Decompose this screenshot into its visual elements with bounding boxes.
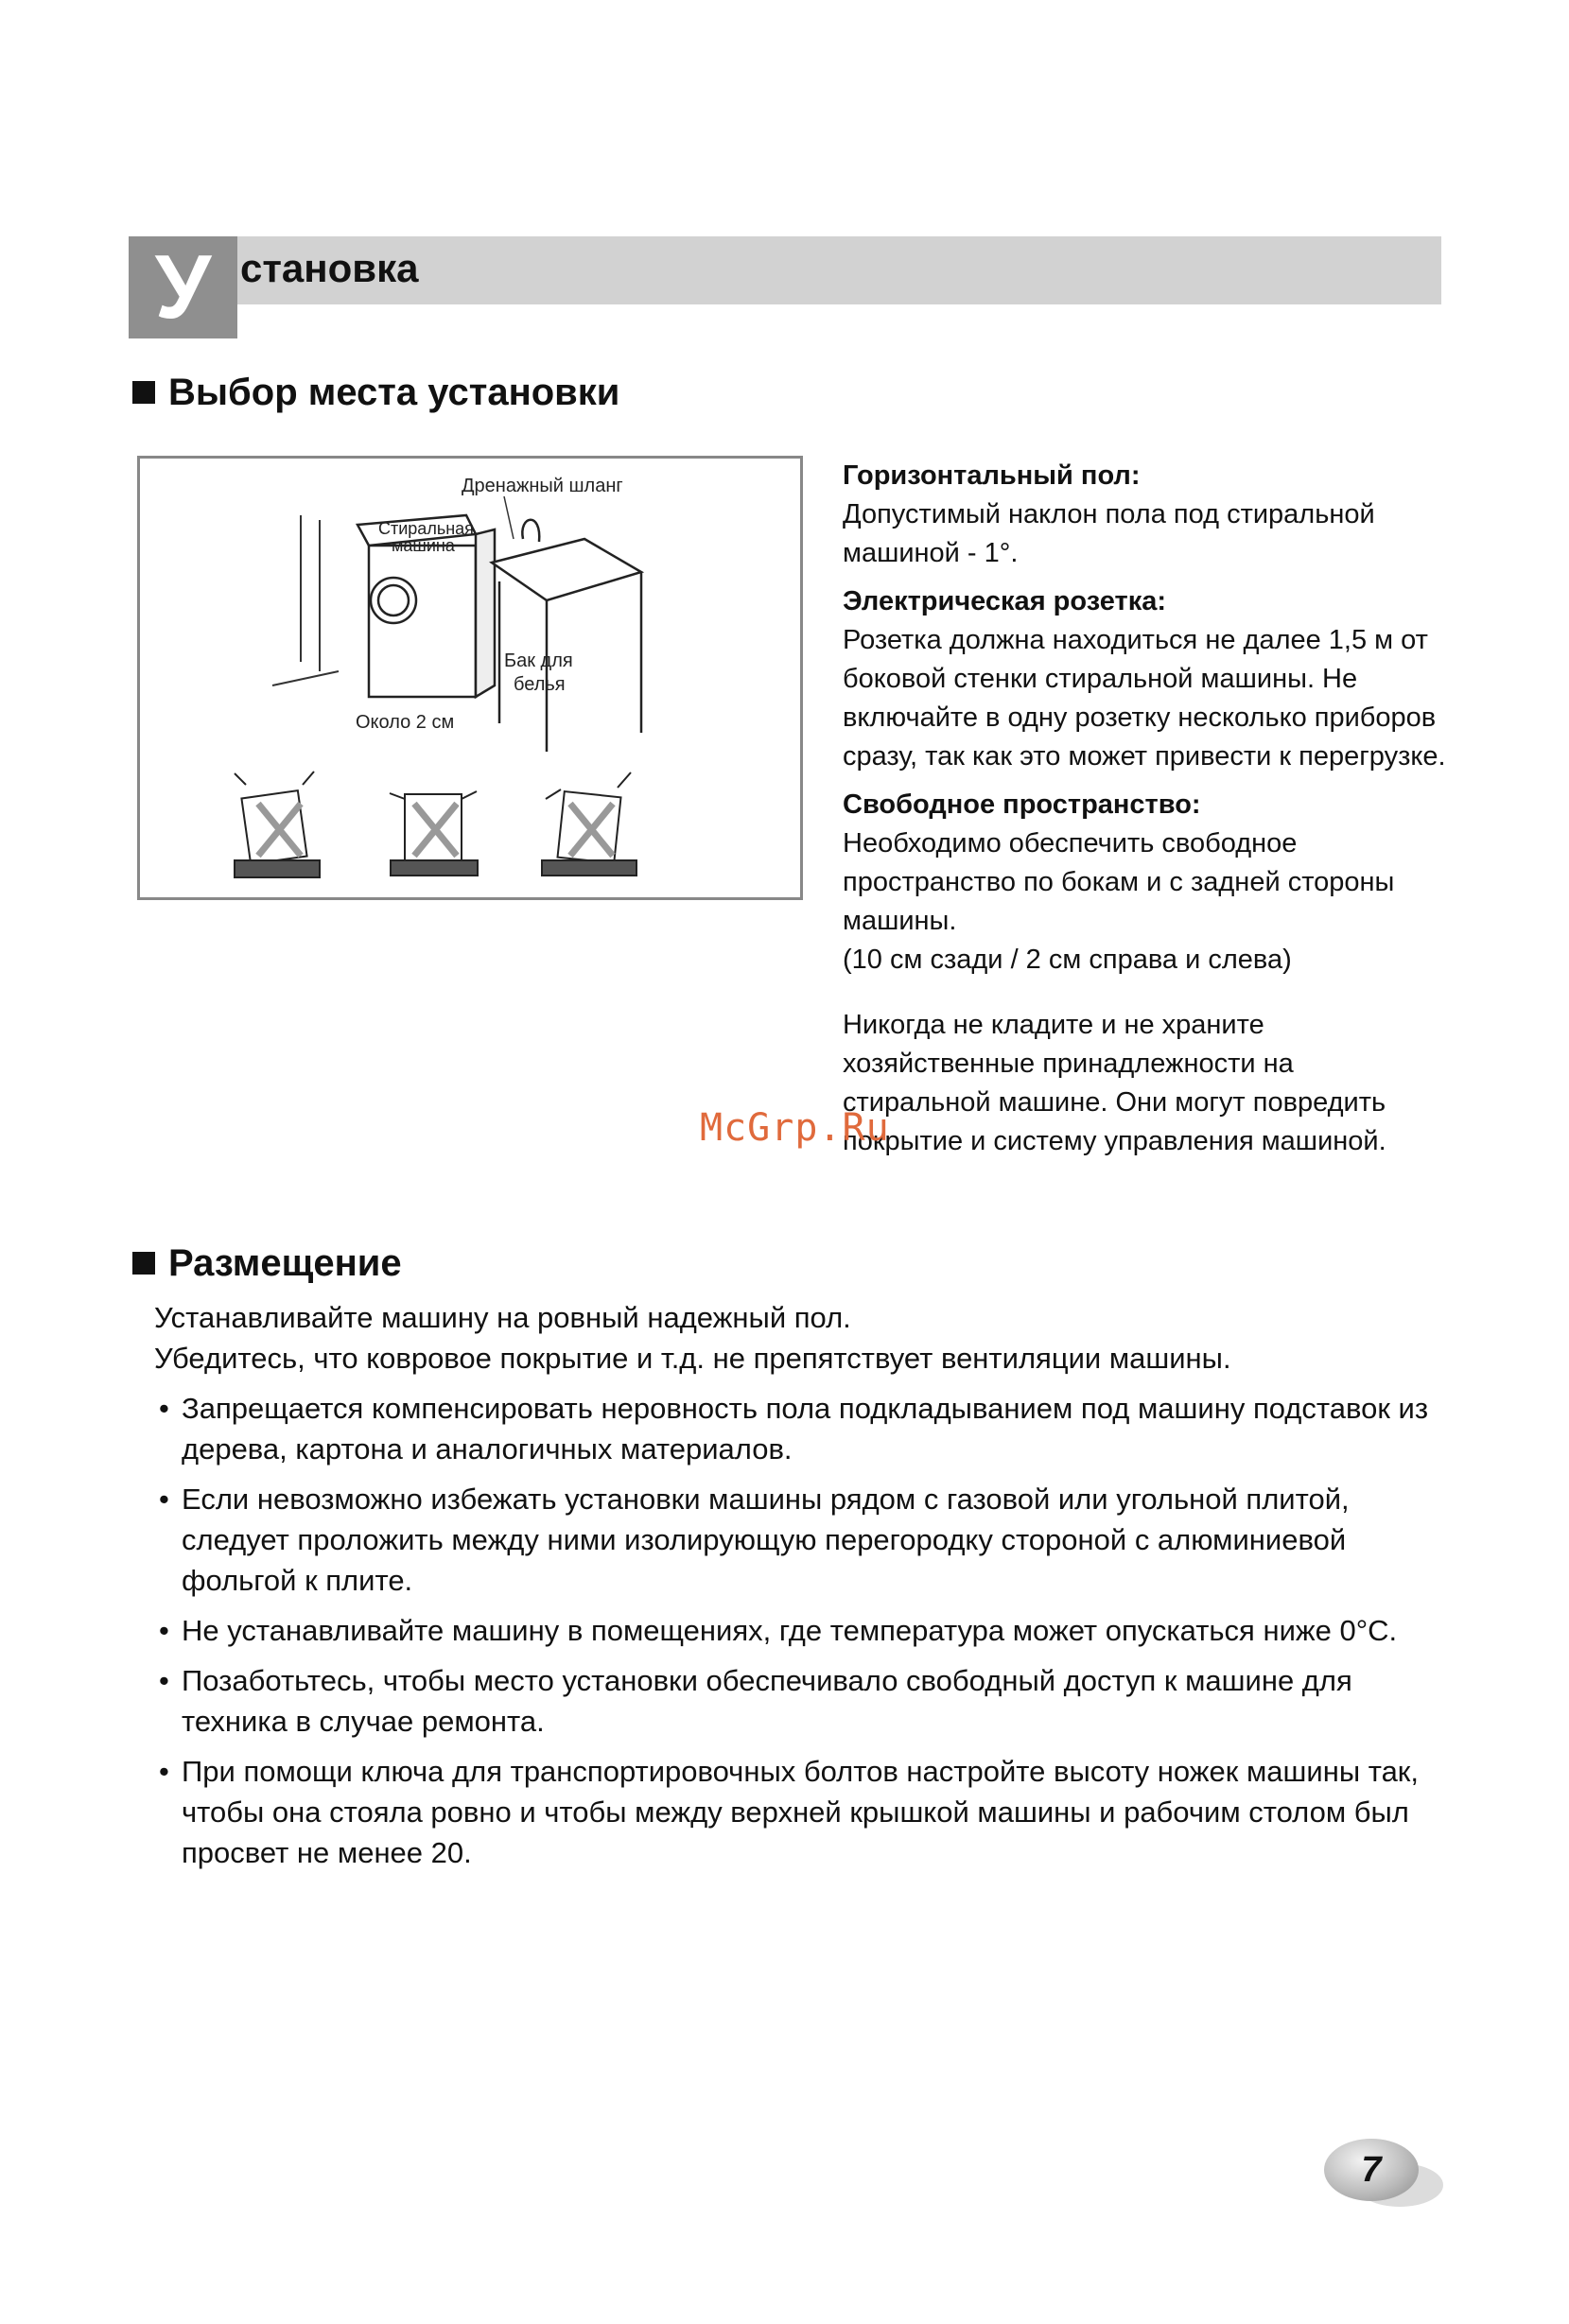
requirement-socket-text: Розетка должна находиться не далее 1,5 м от боковой стенки стиральной машины. Не включайте в одну розетку несколько приборов сразу, так как это может привести к перегрузке.: [843, 625, 1446, 772]
page-number: 7: [1324, 2139, 1419, 2201]
requirement-floor-title: Горизонтальный пол:: [843, 460, 1141, 491]
requirement-floor-text: Допустимый наклон пола под стиральной машиной - 1°.: [843, 499, 1375, 568]
list-item: • Позаботьтесь, чтобы место установки обеспечивало свободный доступ к машине для техника в случае ремонта.: [159, 1660, 1455, 1742]
wrong-installation-example-3: [542, 772, 636, 876]
wrong-installation-example-1: [235, 772, 320, 877]
bullet-dot-icon: •: [159, 1614, 169, 1647]
installation-illustration: [140, 459, 800, 897]
placement-intro-line2: Убедитесь, что ковровое покрытие и т.д. не препятствует вентиляции машины.: [154, 1342, 1231, 1375]
requirement-socket-title: Электрическая розетка:: [843, 586, 1166, 616]
label-gap: Около 2 см: [356, 712, 455, 733]
storage-warning: Никогда не кладите и не храните хозяйственные принадлежности на стиральной машине. Они могут повредить покрытие и систему управления машиной.: [843, 1010, 1386, 1156]
basin-drawing: [492, 520, 641, 752]
section-heading-text: Выбор места установки: [168, 372, 620, 413]
bullet-dot-icon: •: [159, 1483, 169, 1516]
requirement-socket: [843, 582, 1448, 776]
placement-bullet-list: [159, 1388, 1455, 1882]
bullet-dot-icon: •: [159, 1664, 169, 1697]
section-heading-placement: [132, 1239, 402, 1288]
label-basin-line1: Бак для: [504, 650, 573, 671]
requirement-floor: [843, 457, 1448, 573]
label-washer-line1: Стиральная: [378, 519, 474, 538]
list-item: • Не устанавливайте машину в помещениях, где температура может опускаться ниже 0°C.: [159, 1610, 1455, 1651]
label-drain-hose: Дренажный шланг: [462, 476, 623, 496]
section-heading-text: Размещение: [168, 1242, 402, 1284]
header-initial-letter: У: [129, 236, 237, 338]
installation-requirements: [843, 457, 1448, 1161]
placement-intro: [154, 1297, 1450, 1379]
square-bullet-icon: [132, 1252, 155, 1275]
list-item: • Если невозможно избежать установки машины рядом с газовой или угольной плитой, следует проложить между ними изолирующую перегородку стороной с алюминиевой фольгой к плите.: [159, 1479, 1455, 1601]
page-number-badge: [1324, 2139, 1442, 2214]
list-item: • Запрещается компенсировать неровность пола подкладыванием под машину подставок из дерева, картона и аналогичных материалов.: [159, 1388, 1455, 1469]
label-washer-line2: машина: [392, 536, 455, 555]
square-bullet-icon: [132, 381, 155, 404]
section-heading-location: [132, 368, 619, 417]
watermark: McGrp.Ru: [700, 1106, 890, 1150]
installation-figure: [137, 456, 803, 900]
page-title: становка: [240, 246, 419, 290]
requirement-space-note: (10 см сзади / 2 см справа и слева): [843, 945, 1292, 975]
list-item: • При помощи ключа для транспортировочных болтов настройте высоту ножек машины так, чтобы она стояла ровно и чтобы между верхней крышкой машины и рабочим столом был просвет не менее 20.: [159, 1751, 1455, 1873]
bullet-dot-icon: •: [159, 1392, 169, 1425]
requirement-space: [843, 786, 1448, 980]
label-basin-line2: белья: [514, 674, 566, 695]
requirement-space-text: Необходимо обеспечить свободное пространство по бокам и с задней стороны машины.: [843, 828, 1395, 936]
placement-intro-line1: Устанавливайте машину на ровный надежный пол.: [154, 1301, 851, 1334]
requirement-space-title: Свободное пространство:: [843, 789, 1201, 820]
bullet-dot-icon: •: [159, 1755, 169, 1788]
wrong-installation-example-2: [390, 791, 478, 876]
